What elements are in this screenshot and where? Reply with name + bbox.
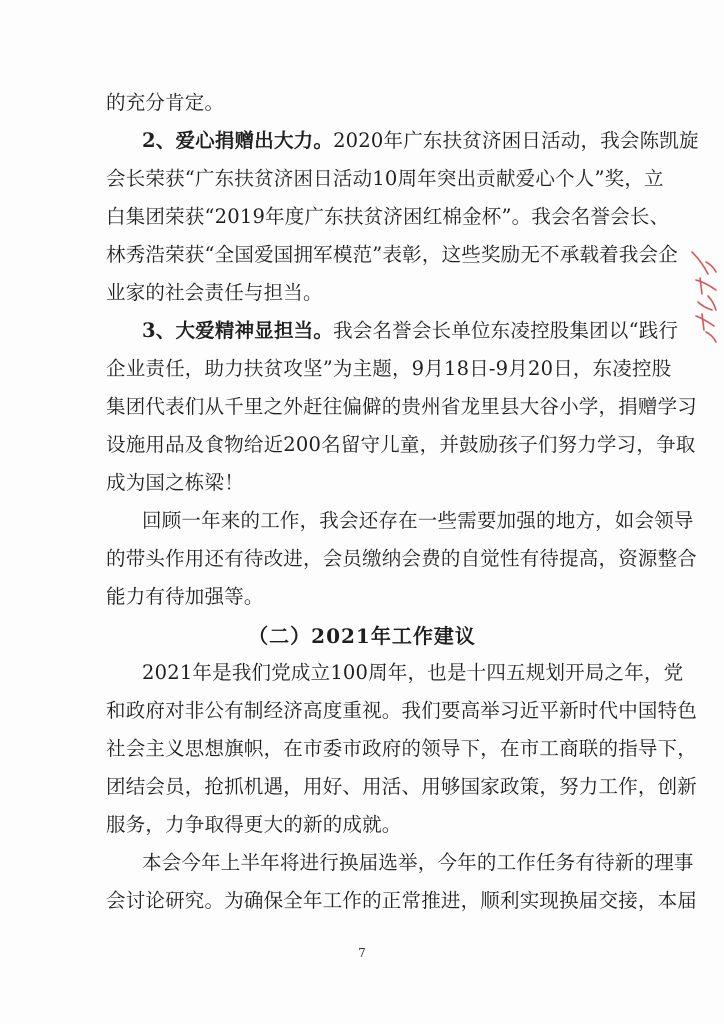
paragraph-line: 的充分肯定。 (106, 91, 225, 114)
paragraph-line: 服务，力争取得更大的新的成就。 (106, 813, 402, 836)
page-number: 7 (358, 946, 366, 960)
paragraph-line: 集团代表们从千里之外赶往偏僻的贵州省龙里县大谷小学，捐赠学习 (106, 395, 698, 418)
paragraph-line: 白集团荣获“2019年度广东扶贫济困红棉金杯”。我会名誉会长、 (106, 205, 670, 228)
item-2-line (142, 128, 699, 154)
item-3-title: 3、大爱精神显担当。 (142, 319, 334, 342)
paragraph-line: 团结会员，抢抓机遇，用好、用活、用够国家政策，努力工作，创新 (106, 775, 698, 798)
paragraph-line: 2021年是我们党成立100周年，也是十四五规划开局之年，党 (142, 661, 684, 684)
paragraph-line: 能力有待加强等。 (106, 585, 264, 608)
paragraph-line: 本会今年上半年将进行换届选举，今年的工作任务有待新的理事 (142, 851, 694, 874)
paragraph-line: 业家的社会责任与担当。 (106, 281, 323, 304)
seal-stamp (686, 244, 722, 344)
paragraph-line: 和政府对非公有制经济高度重视。我们要高举习近平新时代中国特色 (106, 699, 698, 722)
paragraph-line: 林秀浩荣获“全国爱国拥军模范”表彰，这些奖励无不承载着我会企 (106, 243, 678, 266)
paragraph-line: 成为国之栋梁！ (106, 471, 244, 494)
item-2-title: 2、爱心捐赠出大力。 (142, 129, 334, 152)
item-2-text: 2020年广东扶贫济困日活动，我会陈凯旋 (333, 129, 699, 152)
paragraph-line: 会讨论研究。为确保全年工作的正常推进，顺利实现换届交接，本届 (106, 889, 698, 912)
paragraph-line: 企业责任，助力扶贫攻坚”为主题，9月18日-9月20日，东凌控股 (106, 357, 672, 380)
section-heading: （二）2021年工作建议 (248, 624, 476, 648)
paragraph-line: 会长荣获“广东扶贫济困日活动10周年突出贡献爱心个人”奖，立 (106, 167, 664, 190)
paragraph-line: 社会主义思想旗帜，在市委市政府的领导下，在市工商联的指导下， (106, 737, 698, 760)
paragraph-line: 回顾一年来的工作，我会还存在一些需要加强的地方，如会领导 (142, 509, 694, 532)
paragraph-line: 设施用品及食物给近200名留守儿童，并鼓励孩子们努力学习，争取 (106, 433, 696, 456)
item-3-text: 我会名誉会长单位东凌控股集团以“践行 (333, 319, 679, 342)
item-3-line (142, 318, 678, 344)
paragraph-line: 的带头作用还有待改进，会员缴纳会费的自觉性有待提高，资源整合 (106, 547, 698, 570)
